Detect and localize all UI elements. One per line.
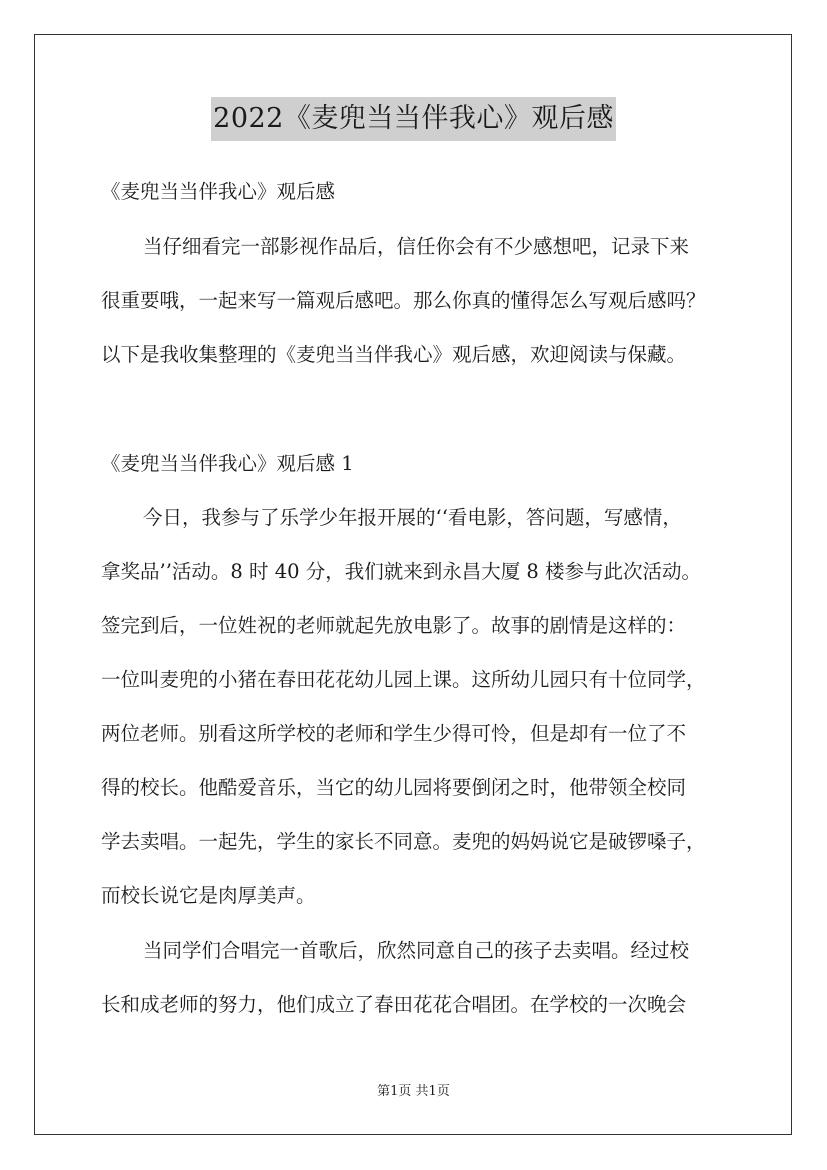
- subtitle-line: 《麦兜当当伴我心》观后感: [101, 180, 336, 203]
- body-line-1: 今日，我参与了乐学少年报开展的‘‘看电影，答问题，写感情，: [143, 506, 682, 529]
- body-line-3: 签完到后，一位姓祝的老师就起先放电影了。故事的剧情是这样的：: [101, 614, 687, 637]
- intro-line-3: 以下是我收集整理的《麦兜当当伴我心》观后感，欢迎阅读与保藏。: [101, 343, 687, 366]
- body-line-4: 一位叫麦兜的小猪在春田花花幼儿园上课。这所幼儿园只有十位同学，: [101, 668, 706, 691]
- intro-line-1: 当仔细看完一部影视作品后，信任你会有不少感想吧，记录下来: [143, 235, 690, 258]
- body-line-2: 拿奖品’’活动。8 时 40 分，我们就来到永昌大厦 8 楼参与此次活动。: [101, 560, 702, 583]
- body-line-7: 学去卖唱。一起先，学生的家长不同意。麦兜的妈妈说它是破锣嗓子，: [101, 830, 706, 853]
- section-heading: 《麦兜当当伴我心》观后感 1: [101, 452, 354, 475]
- body-line-10: 长和成老师的努力，他们成立了春田花花合唱团。在学校的一次晚会: [101, 993, 687, 1016]
- page-footer: 第1页 共1页: [377, 1084, 450, 1099]
- title-wrap: [0, 97, 827, 141]
- intro-line-2: 很重要哦，一起来写一篇观后感吧。那么你真的懂得怎么写观后感吗？: [101, 289, 706, 312]
- document-title: 2022《麦兜当当伴我心》观后感: [211, 97, 616, 141]
- body-line-8: 而校长说它是肉厚美声。: [101, 884, 316, 907]
- body-line-6: 得的校长。他酷爱音乐，当它的幼儿园将要倒闭之时，他带领全校同: [101, 776, 687, 799]
- body-line-9: 当同学们合唱完一首歌后，欣然同意自己的孩子去卖唱。经过校: [143, 939, 690, 962]
- body-line-5: 两位老师。别看这所学校的老师和学生少得可怜，但是却有一位了不: [101, 722, 687, 745]
